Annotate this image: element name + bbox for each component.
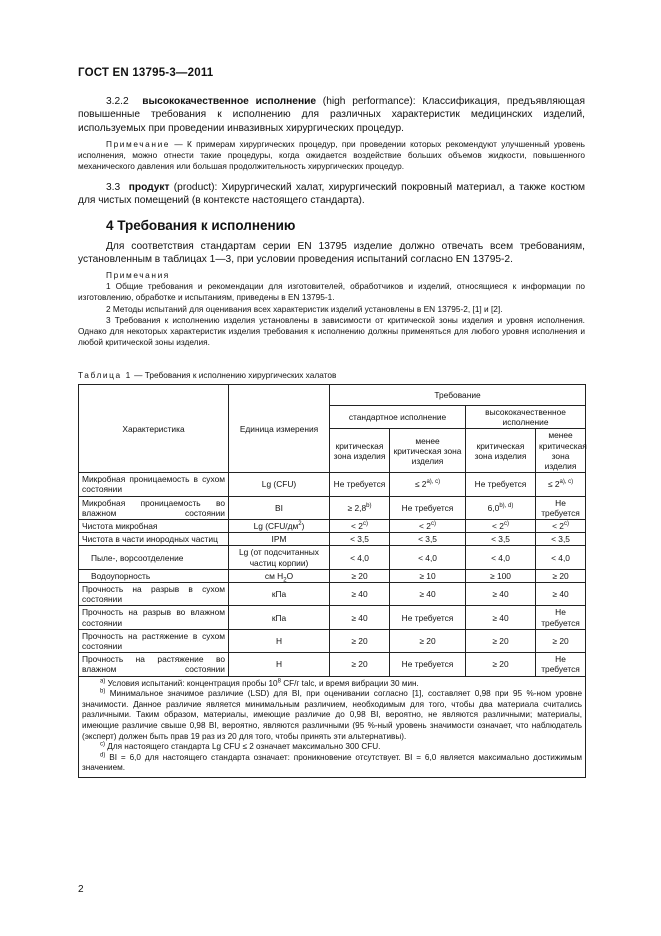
footnote-ref: b), d) [499,502,514,509]
cell-std-less: ≥ 20 [390,629,466,652]
table-row [79,473,586,496]
footnote-ref: c) [503,521,509,528]
footnote-a: $^{a)}$ Условия испытаний: концентрация пробы $10^8$ CF/г talc, и время вибрации 30 мин. [100,677,419,688]
row-unit: кПа [229,606,330,629]
row-unit: BI [229,496,330,519]
cell-high-critical: ≥ 20 [466,629,536,652]
cell-high-critical: ≥ 40 [466,606,536,629]
caption-label: Таблица 1 [78,370,132,380]
footnote-b: $^{b)}$ Минимальное значимое различие (LSD) для BI, при оценивании согласно [1], составляет 0,98 при 95 %-ном уровне значимости. Данное различие является минимальным различием, необходимым для того, чтобы два материала считались различными. Таким образом, материалы, имеющие различие до 0,98 BI, вероятно, не являются различными; материалы, имеющие различие свыше 0,98 BI, вероятно, являются различными (95 %-ный уровень значимости означает, что наблюдатель (эксперт) должен быть прав 19 раз из 20 для того, чтобы принять эти альтернативы). [82,688,583,741]
cell-std-critical: ≥ 40 [330,583,390,606]
row-name: Чистота в части инородных частиц [79,533,229,546]
header-requirement: Требование [330,385,586,406]
cell-high-less: ≥ 40 [536,583,586,606]
note-item: 3 Требования к исполнению изделия установлены в зависимости от критической зоны изделия и уровня исполнения. Однако для некоторых характеристик изделия требования к исполнению должны применяться для любого уровня исполнения и любой критической зоны изделия. [78,314,585,348]
note-label: Примечание [106,139,171,149]
table-row [79,496,586,519]
cell-std-critical: Не требуется [330,473,390,496]
row-name: Микробная проницаемость во влажном состоянии [79,496,229,519]
table-row [79,583,586,606]
cell-high-less: ≤ $2^{a), c)}$ [536,473,586,496]
row-unit: Lg (от подсчитанных частиц корпии) [229,546,330,569]
cell-std-critical: ≥ 20 [330,569,390,582]
cell-std-less: < 4,0 [390,546,466,569]
row-unit: Lg $(CFU/дм^2)$ [229,520,330,533]
page-number: 2 [78,884,84,895]
table-footnotes [79,676,586,777]
row-name: Водоупорность [79,569,229,582]
header-critical: критическая зона изделия [330,429,390,473]
cell-std-critical: ≥ 40 [330,606,390,629]
cell-std-critical: ≥ $2,8^{b)}$ [330,496,390,519]
row-unit: IPM [229,533,330,546]
footnote-ref: b) [366,502,372,509]
table-caption [78,370,336,380]
cell-high-less: Не требуется [536,653,586,676]
cell-high-less: < $2^{c)}$ [536,520,586,533]
cell-high-less: < 3,5 [536,533,586,546]
cell-std-critical: ≥ 20 [330,629,390,652]
row-name: Пыле-, ворсоотделение [79,546,229,569]
cell-std-less: Не требуется [390,606,466,629]
notes-block [78,270,585,348]
note-item: 1 Общие требования и рекомендации для изготовителей, обработчиков и изделий, относящиеся к информации по изготовлению, обработке и испытаниям, приведены в EN 13795-1. [78,281,585,303]
document-header: ГОСТ EN 13795-3—2011 [78,67,214,79]
cell-std-critical: < $2^{c)}$ [330,520,390,533]
footnote-ref: c) [430,521,436,528]
cell-high-critical: < 3,5 [466,533,536,546]
row-unit: Lg (CFU) [229,473,330,496]
clause-number: 3.2.2 [106,96,129,107]
row-name: Микробная проницаемость в сухом состоянии [79,473,229,496]
row-name: Чистота микробная [79,520,229,533]
cell-high-less: Не требуется [536,496,586,519]
cell-std-critical: ≥ 20 [330,653,390,676]
notes-label: Примечания [106,270,170,280]
section-heading: 4 Требования к исполнению [106,218,296,233]
cell-std-less: Не требуется [390,653,466,676]
cell-high-critical: Не требуется [466,473,536,496]
clause-number: 3.3 [106,182,121,193]
header-less-critical: менее критическая зона изделия [390,429,466,473]
section-3-2-2 [78,95,585,135]
term-english: (product): [173,182,218,193]
cell-std-less: ≥ 10 [390,569,466,582]
cell-high-less: ≥ 20 [536,629,586,652]
cell-std-less: ≤ $2^{a), c)}$ [390,473,466,496]
footnote-c: $^{c)}$ Для настоящего стандарта Lg CFU ≤ 2 означает максимально 300 CFU. [100,741,381,752]
section-3-3 [78,181,585,208]
cell-std-less: < 3,5 [390,533,466,546]
term-english: (high performance): [322,96,416,107]
table-row [79,606,586,629]
caption-text: — Требования к исполнению хирургических халатов [134,370,337,380]
footnote-ref: a), c) [426,479,441,486]
row-name: Прочность на разрыв во влажном состоянии [79,606,229,629]
table-row [79,653,586,676]
cell-high-critical: < $2^{c)}$ [466,520,536,533]
definition-text: Хирургический халат, хирургический покровный материал, а также костюм для чистых помещений (в контексте настоящего стандарта). [78,182,585,207]
cell-std-less: < $2^{c)}$ [390,520,466,533]
cell-high-critical: ≥ 20 [466,653,536,676]
term: продукт [128,182,170,193]
cell-high-less: ≥ 20 [536,569,586,582]
note-item: 2 Методы испытаний для оценивания всех характеристик изделий установлены в EN 13795-2, [1] и [2]. [106,303,503,314]
cell-std-critical: < 4,0 [330,546,390,569]
header-unit: Единица измерения [229,385,330,473]
requirements-table [78,384,586,778]
row-unit: см $H_2O$ [229,569,330,582]
row-name: Прочность на разрыв в сухом состоянии [79,583,229,606]
cell-high-less: < 4,0 [536,546,586,569]
row-name: Прочность на растяжение в сухом состоянии [79,629,229,652]
header-critical: критическая зона изделия [466,429,536,473]
note-3-2-2 [78,139,585,173]
footnote-ref: a), c) [559,479,574,486]
section-4-text: Для соответствия стандартам серии EN 13795 изделие должно отвечать всем требованиям, установленным в таблицах 1—3, при условии проведения испытаний согласно EN 13795-2. [78,241,585,266]
cell-std-critical: < 3,5 [330,533,390,546]
cell-high-critical: ≥ 100 [466,569,536,582]
header-characteristic: Характеристика [79,385,229,473]
row-unit: кПа [229,583,330,606]
cell-high-less: Не требуется [536,606,586,629]
header-standard: стандартное исполнение [330,406,466,429]
cell-std-less: Не требуется [390,496,466,519]
footnote-ref: c) [362,521,368,528]
definition-text: Классификация, предъявляющая повышенные требования к исполнению для различных характеристик медицинских изделий, используемых при проведении инвазивных хирургических процедур. [78,96,585,134]
cell-high-critical: < 4,0 [466,546,536,569]
term: высококачественное исполнение [142,96,317,107]
row-unit: Н [229,653,330,676]
row-name: Прочность на растяжение во влажном состоянии [79,653,229,676]
table-row [79,520,586,533]
cell-high-critical: ≥ 40 [466,583,536,606]
footnote-d: $^{d)}$ BI = 6,0 для настоящего стандарта означает: проникновение отсутствует. BI = 6,0 является максимально достижимым значением. [82,752,583,773]
table-row [79,546,586,569]
footnotes-row [79,676,586,777]
footnote-ref: c) [563,521,569,528]
cell-std-less: ≥ 40 [390,583,466,606]
table-row [79,533,586,546]
header-less-critical: менее критическая зона изделия [536,429,586,473]
row-unit: Н [229,629,330,652]
table-row [79,569,586,582]
cell-high-critical: $6,0^{b), d)}$ [466,496,536,519]
header-high: высококачественное исполнение [466,406,586,429]
note-text: — К примерам хирургических процедур, при проведении которых рекомендуют улучшенный уровень исполнения, можно отнести такие процедуры, когда ожидается воздействие больших объемов жидкости, повышенного механического давления или большая продолжительность хирургических процедур. [78,139,585,172]
table-row [79,629,586,652]
